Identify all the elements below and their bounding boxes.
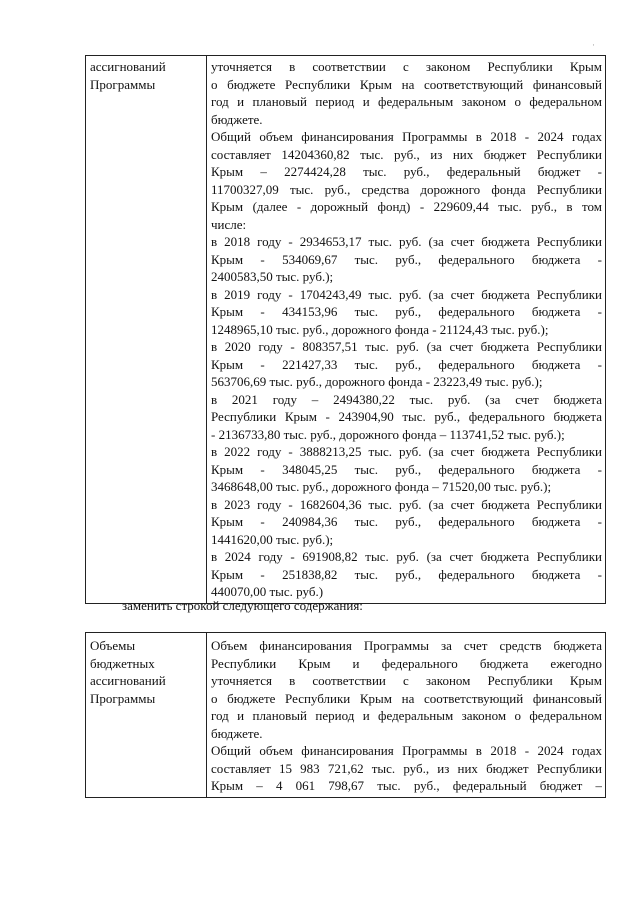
text-line: бюджете. [211, 111, 263, 127]
funding-table-old [85, 55, 606, 604]
table-row [86, 56, 606, 604]
row-content-cell [207, 633, 606, 798]
text-line: ассигнований [90, 59, 166, 74]
text-line: Крым – 4 061 798,67 тыс. руб., федеральный бюджет – [211, 778, 602, 793]
text-line: Республики Крым - 243904,90 тыс. руб., федерального бюджета [211, 409, 602, 424]
text-line: в 2018 году - 2934653,17 тыс. руб. (за счет бюджета Республики [211, 234, 602, 249]
text-line: Объемы [90, 638, 136, 653]
text-line: составляет 15 983 721,62 тыс. руб., из них бюджет Республики [211, 760, 602, 776]
text-line: о бюджете Республики Крым на соответствующий финансовый [211, 690, 602, 706]
funding-table-new [85, 632, 606, 798]
text-line: 563706,69 тыс. руб., дорожного фонда - 23223,49 тыс. руб.); [211, 374, 543, 389]
text-line: Крым - 240984,36 тыс. руб., федерального бюджета - [211, 514, 602, 529]
text-line: Общий объем финансирования Программы в 2018 - 2024 годах [211, 743, 602, 758]
text-line: Республики Крым и федерального бюджета ежегодно [211, 655, 602, 671]
text-line: уточняется в соответствии с законом Республики Крым [211, 59, 602, 74]
text-line: 440070,00 тыс. руб.) [211, 584, 324, 599]
text-line: в 2019 году - 1704243,49 тыс. руб. (за счет бюджета Республики [211, 286, 602, 302]
text-line: Общий объем финансирования Программы в 2018 - 2024 годах [211, 129, 602, 144]
text-line: - 2136733,80 тыс. руб., дорожного фонда – 113741,52 тыс. руб.); [211, 426, 565, 442]
text-line: 11700327,09 тыс. руб., средства дорожного фонда Республики [211, 181, 602, 197]
text-line: в 2020 году - 808357,51 тыс. руб. (за счет бюджета Республики [211, 339, 602, 354]
text-line: Программы [90, 76, 156, 92]
scan-dot: · [592, 40, 595, 50]
text-line: числе: [211, 216, 247, 232]
text-line: год и плановый период и федеральным законом о федеральном [211, 94, 602, 109]
text-line: в 2024 году - 691908,82 тыс. руб. (за счет бюджета Республики [211, 549, 602, 564]
text-line: 1441620,00 тыс. руб.); [211, 531, 334, 547]
row-header-cell [86, 633, 207, 798]
text-line: 1248965,10 тыс. руб., дорожного фонда - 21124,43 тыс. руб.); [211, 321, 549, 337]
text-line: в 2022 году - 3888213,25 тыс. руб. (за счет бюджета Республики [211, 444, 602, 459]
text-line: бюджетных [90, 655, 155, 671]
text-line: уточняется в соответствии с законом Республики Крым [211, 673, 602, 688]
row-header-cell [86, 56, 207, 604]
text-line: в 2021 году – 2494380,22 тыс. руб. (за счет бюджета [211, 391, 602, 407]
text-line: Крым (далее - дорожный фонд) - 229609,44 тыс. руб., в том [211, 199, 602, 214]
text-line: ассигнований [90, 673, 166, 688]
text-line: Крым - 348045,25 тыс. руб., федерального бюджета - [211, 461, 602, 477]
text-line: Объем финансирования Программы за счет средств бюджета [211, 638, 602, 653]
row-content-cell [207, 56, 606, 604]
text-line: 3468648,00 тыс. руб., дорожного фонда – 71520,00 тыс. руб.); [211, 479, 552, 494]
text-line: в 2023 году - 1682604,36 тыс. руб. (за счет бюджета Республики [211, 496, 602, 512]
text-line: Программы [90, 690, 156, 706]
text-line: Крым - 221427,33 тыс. руб., федерального бюджета - [211, 356, 602, 372]
table-row [86, 633, 606, 798]
text-line: Крым - 434153,96 тыс. руб., федерального бюджета - [211, 304, 602, 319]
text-line: бюджете. [211, 725, 263, 741]
text-line: год и плановый период и федеральным законом о федеральном [211, 708, 602, 723]
replace-instruction: заменить строкой следующего содержания: [122, 598, 363, 613]
text-line: Крым - 534069,67 тыс. руб., федерального бюджета - [211, 251, 602, 267]
text-line: 2400583,50 тыс. руб.); [211, 269, 334, 284]
text-line: составляет 14204360,82 тыс. руб., из них бюджет Республики [211, 146, 602, 162]
text-line: Крым - 251838,82 тыс. руб., федерального бюджета - [211, 566, 602, 582]
text-line: о бюджете Республики Крым на соответствующий финансовый [211, 76, 602, 92]
text-line: Крым – 2274424,28 тыс. руб., федеральный бюджет - [211, 164, 602, 179]
